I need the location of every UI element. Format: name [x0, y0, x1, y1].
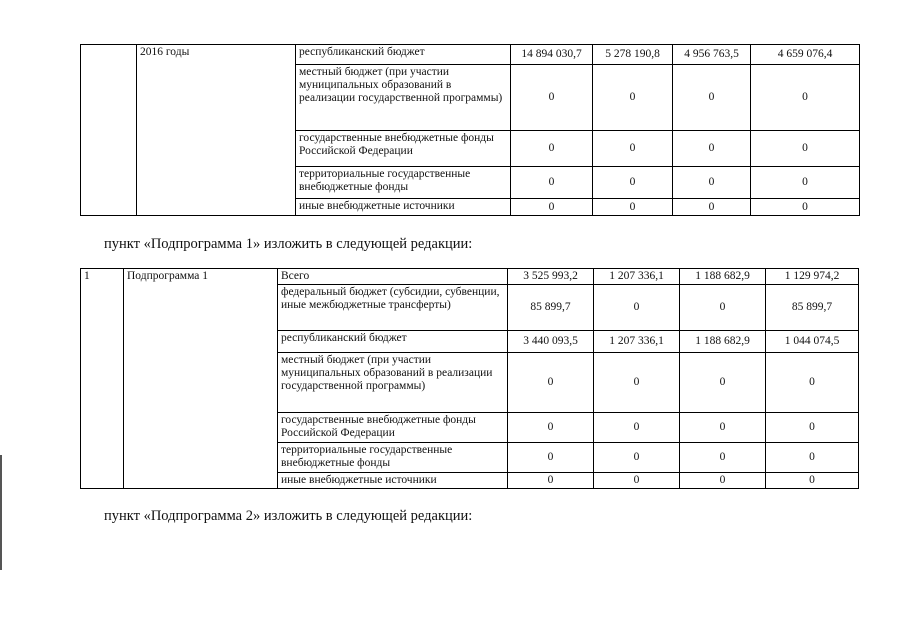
value-cell: 0 — [594, 353, 680, 413]
value-cell: 1 129 974,2 — [766, 269, 859, 285]
source-label: республиканский бюджет — [296, 45, 511, 65]
funding-table-subprogram-1 — [80, 268, 859, 489]
value-cell: 0 — [680, 285, 766, 331]
value-cell: 0 — [680, 413, 766, 443]
value-cell: 5 278 190,8 — [593, 45, 673, 65]
scan-edge-line — [0, 455, 2, 570]
value-cell: 1 207 336,1 — [594, 331, 680, 353]
value-cell: 0 — [511, 131, 593, 167]
value-cell: 0 — [751, 199, 860, 216]
value-cell: 0 — [680, 443, 766, 473]
value-cell: 4 956 763,5 — [673, 45, 751, 65]
value-cell: 1 044 074,5 — [766, 331, 859, 353]
section-heading-subprogram-2: пункт «Подпрограмма 2» изложить в следующей редакции: — [104, 508, 473, 524]
table-row — [81, 45, 860, 65]
value-cell: 0 — [508, 473, 594, 489]
table-row — [81, 269, 859, 285]
source-label: иные внебюджетные источники — [278, 473, 508, 489]
section-heading-subprogram-1: пункт «Подпрограмма 1» изложить в следующей редакции: — [104, 236, 473, 252]
value-cell: 0 — [593, 65, 673, 131]
number-cell — [81, 45, 137, 216]
source-label: территориальные государственные внебюджетные фонды — [278, 443, 508, 473]
value-cell: 0 — [508, 353, 594, 413]
value-cell: 0 — [680, 353, 766, 413]
value-cell: 0 — [594, 285, 680, 331]
source-label: государственные внебюджетные фонды Российской Федерации — [278, 413, 508, 443]
row-number: 1 — [81, 269, 124, 489]
value-cell: 0 — [594, 443, 680, 473]
value-cell: 0 — [594, 473, 680, 489]
source-label: федеральный бюджет (субсидии, субвенции, иные межбюджетные трансферты) — [278, 285, 508, 331]
value-cell: 14 894 030,7 — [511, 45, 593, 65]
source-label: иные внебюджетные источники — [296, 199, 511, 216]
value-cell: 0 — [680, 473, 766, 489]
value-cell: 0 — [751, 131, 860, 167]
value-cell: 0 — [511, 199, 593, 216]
value-cell: 1 188 682,9 — [680, 269, 766, 285]
value-cell: 0 — [593, 199, 673, 216]
value-cell: 0 — [766, 353, 859, 413]
value-cell: 0 — [751, 167, 860, 199]
source-label: территориальные государственные внебюджетные фонды — [296, 167, 511, 199]
value-cell: 1 188 682,9 — [680, 331, 766, 353]
value-cell: 0 — [508, 413, 594, 443]
value-cell: 0 — [673, 167, 751, 199]
source-label: местный бюджет (при участии муниципальных образований в реализации государственной программы) — [278, 353, 508, 413]
value-cell: 0 — [751, 65, 860, 131]
value-cell: 0 — [673, 199, 751, 216]
value-cell: 0 — [766, 473, 859, 489]
source-label: республиканский бюджет — [278, 331, 508, 353]
value-cell: 4 659 076,4 — [751, 45, 860, 65]
value-cell: 0 — [593, 167, 673, 199]
value-cell: 0 — [508, 443, 594, 473]
value-cell: 0 — [594, 413, 680, 443]
value-cell: 85 899,7 — [508, 285, 594, 331]
value-cell: 0 — [766, 413, 859, 443]
value-cell: 3 440 093,5 — [508, 331, 594, 353]
funding-table-2016 — [80, 44, 860, 216]
value-cell: 0 — [511, 65, 593, 131]
source-label: Всего — [278, 269, 508, 285]
value-cell: 0 — [593, 131, 673, 167]
value-cell: 3 525 993,2 — [508, 269, 594, 285]
value-cell: 0 — [673, 65, 751, 131]
value-cell: 85 899,7 — [766, 285, 859, 331]
value-cell: 0 — [766, 443, 859, 473]
source-label: государственные внебюджетные фонды Российской Федерации — [296, 131, 511, 167]
value-cell: 0 — [673, 131, 751, 167]
subprogram-name: Подпрограмма 1 — [124, 269, 278, 489]
value-cell: 0 — [511, 167, 593, 199]
value-cell: 1 207 336,1 — [594, 269, 680, 285]
source-label: местный бюджет (при участии муниципальных образований в реализации государственной программы) — [296, 65, 511, 131]
period-cell: 2016 годы — [137, 45, 296, 216]
